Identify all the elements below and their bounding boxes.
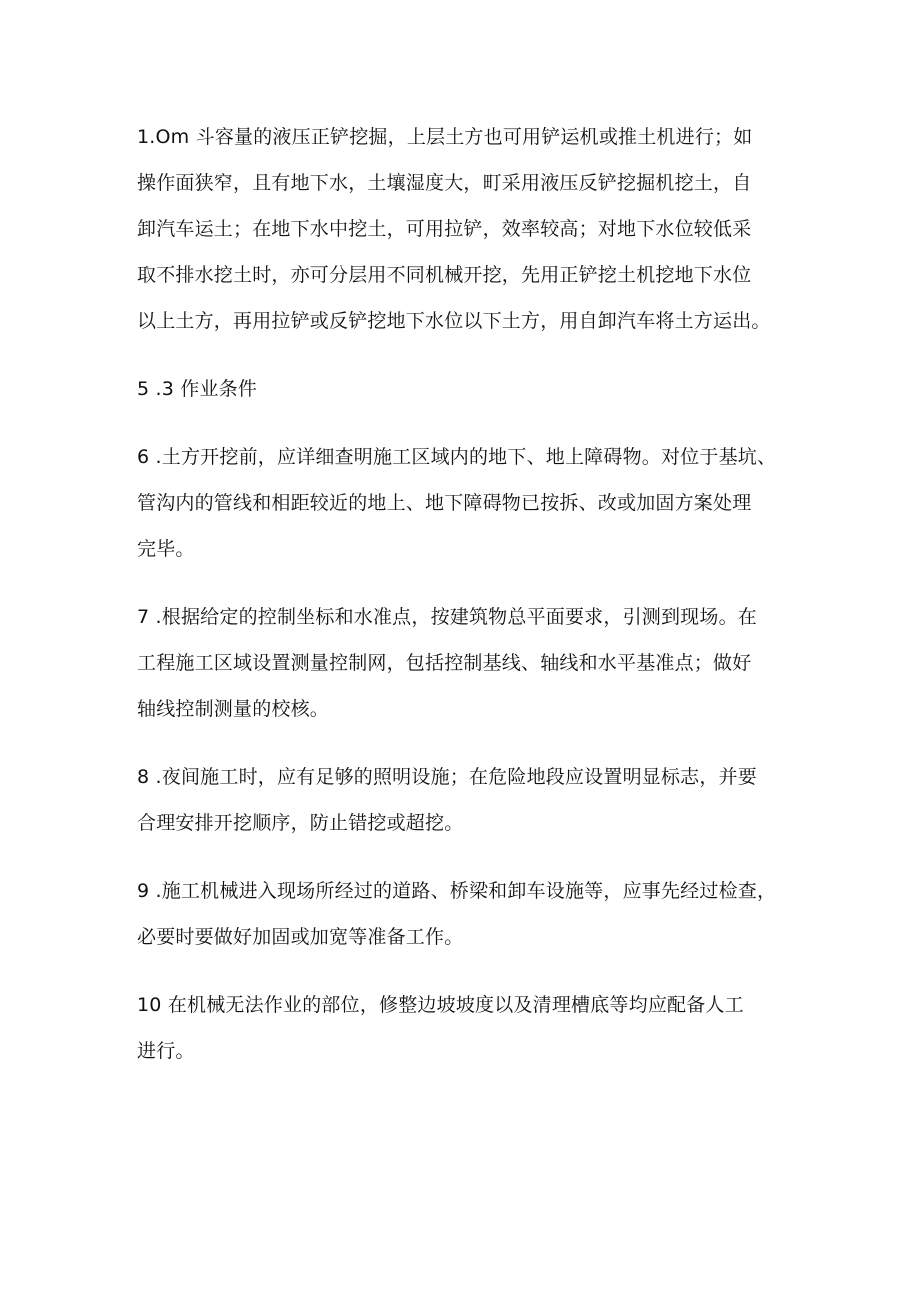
text-line: 轴线控制测量的校核。: [137, 698, 330, 720]
document-body: [137, 114, 792, 1074]
text-line: 取不排水挖土时，亦可分层用不同机械开挖，先用正铲挖土机挖地下水位: [137, 264, 752, 286]
text-line: 8 .夜间施工时，应有足够的照明设施；在危险地段应设置明显标志，并要: [137, 766, 757, 788]
paragraph-item-10: [137, 982, 792, 1074]
heading-text: 5 .3 作业条件: [137, 378, 258, 400]
paragraph-excavation-methods: [137, 114, 792, 344]
text-line: 6 .土方开挖前，应详细查明施工区域内的地下、地上障碍物。对位于基坑、: [137, 446, 777, 468]
paragraph-item-6: [137, 434, 792, 572]
text-line: 合理安排开挖顺序，防止错挖或超挖。: [137, 812, 464, 834]
text-line: 管沟内的管线和相距较近的地上、地下障碍物已按拆、改或加固方案处理: [137, 492, 752, 514]
text-line: 10 在机械无法作业的部位，修整边坡坡度以及清理槽底等均应配备人工: [137, 994, 744, 1016]
paragraph-item-9: [137, 868, 792, 960]
text-line: 工程施工区域设置测量控制网，包括控制基线、轴线和水平基准点；做好: [137, 652, 752, 674]
text-line: 9 .施工机械进入现场所经过的道路、桥梁和卸车设施等，应事先经过检查，: [137, 880, 777, 902]
paragraph-item-8: [137, 754, 792, 846]
paragraph-item-7: [137, 594, 792, 732]
text-line: 必要时要做好加固或加宽等准备工作。: [137, 926, 464, 948]
text-line: 7 .根据给定的控制坐标和水准点，按建筑物总平面要求，引测到现场。在: [137, 606, 757, 628]
text-line: 1.Om 斗容量的液压正铲挖掘，上层土方也可用铲运机或推土机进行；如: [137, 126, 753, 148]
text-line: 进行。: [137, 1040, 195, 1062]
text-line: 以上土方，再用拉铲或反铲挖地下水位以下土方，用自卸汽车将土方运出。: [137, 310, 771, 332]
section-heading: [137, 366, 792, 412]
text-line: 完毕。: [137, 538, 195, 560]
text-line: 卸汽车运土；在地下水中挖土，可用拉铲，效率较高；对地下水位较低采: [137, 218, 752, 240]
text-line: 操作面狭窄，且有地下水，土壤湿度大，町采用液压反铲挖掘机挖土，自: [137, 172, 752, 194]
